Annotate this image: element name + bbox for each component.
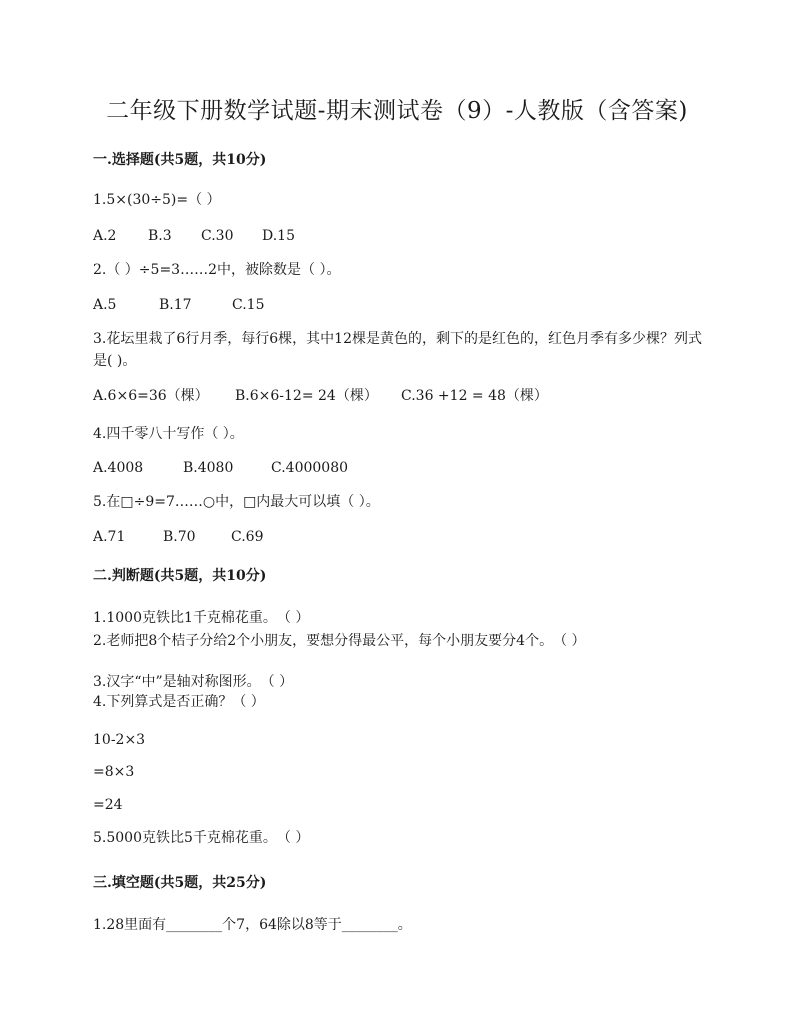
option-c: C.69 [231,529,264,545]
option-c: C.36 +12 = 48（棵） [401,388,548,404]
option-a: A.4008 [93,460,144,476]
question-4-options [93,458,348,478]
question-2-stem: 2.（ ）÷5=3……2中，被除数是（ ）。 [93,262,341,278]
section-heading-judgment: 二.判断题(共5题，共10分) [93,568,267,584]
fill-question-1: 1.28里面有________个7，64除以8等于________。 [93,917,412,933]
question-1-options [93,226,295,246]
option-c: C.30 [201,228,234,244]
option-b: B.17 [159,297,192,313]
option-a: A.5 [93,297,117,313]
option-b: B.3 [148,228,172,244]
page-title: 二年级下册数学试题-期末测试卷（9）-人教版（含答案) [106,98,688,124]
section-heading-fill-blank: 三.填空题(共5题，共25分) [93,875,267,891]
question-5-options [93,527,263,547]
judgment-question-5: 5.5000克铁比5千克棉花重。 （ ） [93,830,310,846]
option-a: A.2 [93,228,117,244]
judgment-question-1: 1.1000克铁比1千克棉花重。 （ ） [93,610,310,626]
option-c: C.4000080 [271,460,349,476]
question-3-stem: 3.花坛里栽了6行月季，每行6棵，其中12棵是黄色的，剩下的是红色的，红色月季有多少棵？列式是( )。 [93,331,702,369]
question-4-stem: 4.四千零八十写作（ ）。 [93,426,244,442]
option-b: B.4080 [183,460,234,476]
equation-line-1: 10-2×3 [93,732,146,748]
equation-line-3: =24 [93,797,123,813]
question-1-stem: 1.5×(30÷5)=（ ） [93,192,221,208]
option-b: B.6×6-12= 24（棵） [235,388,378,404]
question-2-options [93,295,264,315]
option-b: B.70 [163,529,196,545]
option-a: A.6×6=36（棵） [93,388,209,404]
equation-line-2: =8×3 [93,764,135,780]
judgment-question-3: 3.汉字“中”是轴对称图形。 （ ） [93,674,294,690]
judgment-question-4: 4.下列算式是否正确？（ ） [93,694,265,710]
option-a: A.71 [93,529,126,545]
judgment-question-2: 2.老师把8个桔子分给2个小朋友，要想分得最公平，每个小朋友要分4个。 （ ） [93,633,586,649]
question-3-options [93,386,548,406]
section-heading-choice: 一.选择题(共5题，共10分) [93,152,267,168]
option-d: D.15 [262,228,295,244]
question-5-stem: 5.在□÷9=7……○中，□内最大可以填（ ）。 [93,494,380,510]
option-c: C.15 [232,297,265,313]
